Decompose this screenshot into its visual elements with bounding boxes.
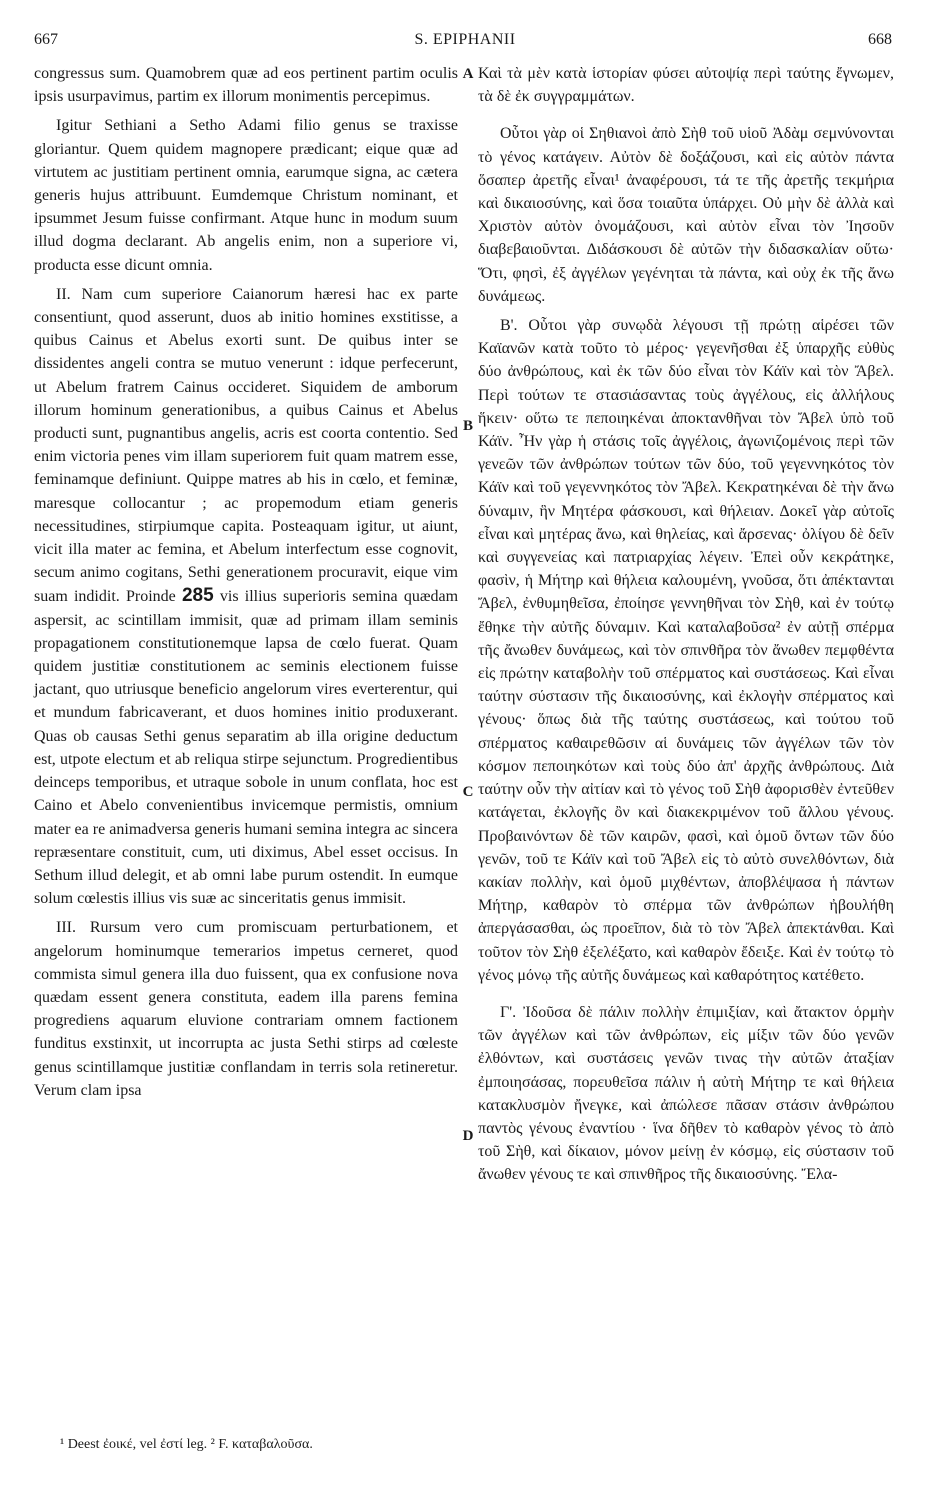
footnotes: ¹ Deest ἐοικέ, vel ἐστί leg. ² F. καταβαλοῦσα. xyxy=(60,1437,313,1452)
page-number-left: 667 xyxy=(34,31,58,48)
running-title: S. EPIPHANII xyxy=(414,31,516,48)
greek-paragraph: Καὶ τὰ μὲν κατὰ ἱστορίαν φύσει αὐτοψίᾳ περὶ ταύτης ἔγνωμεν, τὰ δὲ ἐκ συγγραμμάτων. xyxy=(478,65,894,106)
latin-paragraph: congressus sum. Quamobrem quæ ad eos pertinent partim oculis ipsis usurpavimus, partim ex illorum monimentis percepimus. xyxy=(34,65,458,106)
greek-paragraph: Οὗτοι γὰρ οἱ Σηθιανοὶ ἀπὸ Σὴθ τοῦ υἱοῦ Ἀδὰμ σεμνύνονται τὸ γένος κατάγειν. Αὐτὸν δὲ δοξάζουσι, καὶ εἰς αὐτὸν πάντα ὅσαπερ ἀρετῆς εἶναι¹ ἀναφέρουσι, τά τε τῆς ἀρετῆς τεκμήρια καὶ δικαιοσύνης, καὶ ὅσα τοιαῦτα ὑπάρχει. Οὐ μὴν δὲ ἀλλὰ καὶ Χριστὸν αὐτὸν ὀνομάζουσι, καὶ αὐτὸν εἶναι τὸν Ἰησοῦν διαβεβαιοῦνται. Διδάσκουσι δὲ αὐτῶν τὴν διδασκαλίαν οὕτω· Ὅτι, φησὶ, ἐξ ἀγγέλων γεγένηται τὰ πάντα, καὶ οὐχ ἐκ τῆς ἄνω δυνάμεως. xyxy=(478,125,894,305)
section-marker: D xyxy=(462,1128,474,1144)
section-marker: A xyxy=(462,66,474,82)
latin-paragraph xyxy=(34,283,458,910)
page-number-right: 668 xyxy=(868,31,892,48)
greek-paragraph: Γ'. Ἰδοῦσα δὲ πάλιν πολλὴν ἐπιμιξίαν, καὶ ἄτακτον ὁρμὴν τῶν ἀγγέλων καὶ τῶν ἀνθρώπων, εἰς μίξιν τῶν δύο γενῶν ἐλθόντων, καὶ συστάσεις γενῶν τινας τὴν αὐτῶν ἀταξίαν ἐμποιησάσας, πορευθεῖσα πάλιν ἡ αὐτὴ Μήτηρ τε καὶ θήλεια κατακλυσμὸν ἤνεγκε, καὶ ἀπώλεσε πᾶσαν στάσιν ἀνθρώπου παντὸς γένους ἐναντίου · ἵνα δῆθεν τὸ καθαρὸν γένος τὸ ἀπὸ τοῦ Σὴθ, καὶ δίκαιον, μόνον μείνῃ ἐν κόσμῳ, εἰς σύστασιν τοῦ ἄνωθεν γένους τε καὶ σπινθῆρος τῆς δικαιοσύνης. Ἔλα- xyxy=(478,1003,894,1184)
latin-column xyxy=(34,62,458,1108)
migne-column-number: 285 xyxy=(181,585,214,607)
greek-paragraph: Β'. Οὗτοι γὰρ συνῳδὰ λέγουσι τῇ πρώτῃ αἱρέσει τῶν Καϊανῶν κατὰ τοῦτο τὸ μέρος· γεγενῆσθαι ἐξ ὑπαρχῆς εὐθὺς δύο ἀνθρώπους, καὶ ἐκ τῶν δύο εἶναι τὸν Κάϊν καὶ τὸν Ἄβελ. Περὶ τούτων τε στασιάσαντας τοὺς ἀγγέλους, εἰς ἀλλήλους ἥκειν· οὕτω τε πεποιηκέναι ἀποκτανθῆναι τὸν Ἄβελ ὑπὸ τοῦ Κάϊν. Ἦν γὰρ ἡ στάσις τοῖς ἀγγέλοις, ἀγωνιζομένοις περὶ τῶν γενεῶν τῶν ἀνθρώπων τούτων τῶν δύο, τοῦ γεγεννηκότος τὸν Κάϊν καὶ τοῦ γεγεννηκότος τὸν Ἄβελ. Κεκρατηκέναι δὲ τὴν ἄνω δύναμιν, ἣν Μητέρα φάσκουσι, καὶ θήλειαν. Δοκεῖ γὰρ αὐτοῖς εἶναι καὶ μητέρας ἄνω, καὶ θηλείας, καὶ ἄρσενας· ὀλίγου δὲ δεῖν καὶ συγγενείας καὶ πατριαρχίας λέγειν. Ἐπεὶ οὖν κεκράτηκε, φασὶν, ἡ Μήτηρ καὶ θήλεια καλουμένη, γνοῦσα, ὅτι ἀπέκτανται Ἄβελ, ἐνθυμηθεῖσα, ἐποίησε γεννηθῆναι τὸν Σὴθ, καὶ ἐν τούτῳ ἔθηκε τὴν αὐτῆς δύναμιν. Καὶ καταλαβοῦσα² ἐν αὐτῇ σπέρμα τῆς ἄνωθεν δυνάμεως, καὶ τὸν σπινθῆρα τὸν ἄνωθεν πεμφθέντα εἰς πρώτην καταβολὴν τοῦ σπέρματος καὶ συστάσεως. Καὶ εἶναι ταύτην σύστασιν τῆς δικαιοσύνης, καὶ ἐκλογὴν σπέρματος καὶ γένους· ὅπως διὰ τῆς ταύτης συστάσεως, καὶ τούτου τοῦ σπέρματος καθαιρεθῶσιν αἱ δυνάμεις τῶν ἀγγέλων τῶν τὸν κόσμον πεποιηκότων καὶ τοὺς δύο ἀπ' ἀρχῆς ἀνθρώπους. Διὰ ταύτην οὖν τὴν αἰτίαν καὶ τὸ γένος τοῦ Σὴθ ἀφορισθὲν ἐντεῦθεν κατάγεται, ἐκλογῆς ὂν καὶ διακεκριμένον τοῦ ἄλλου γένους. Προβαινόντων δὲ τῶν καιρῶν, φασὶ, καὶ ὁμοῦ ὄντων τῶν δύο γενῶν, τοῦ τε Κάϊν καὶ τοῦ Ἄβελ εἰς τὸ αὐτὸ συνελθόντων, διὰ κακίαν πολλὴν, καὶ ὁμοῦ μιχθέντων, ἀποβλέψασα ἡ πάντων Μήτηρ, καθαρὸν τὸ σπέρμα τῶν ἀνθρώπων ἠβουλήθη ἀπεργάσασθαι, ὡς προεῖπον, διὰ τὸ τὸν Ἄβελ ἀπεκτάνθαι. Καὶ τοῦτον τὸν Σὴθ ἐξελέξατο, καὶ καθαρὸν ἔδειξε. Καὶ ἐν τούτῳ τὸ γένος μόνῳ τῆς αὐτῆς δυνάμεως καὶ καθαρότητος κατέθετο. xyxy=(478,317,894,984)
latin-paragraph: Igitur Sethiani a Setho Adami filio genus se traxisse gloriantur. Quem quidem magnopere prædicant; eique quæ ad virtutem ac justitiam pertinent omnia, earumque signa, ac cætera generis hujus attribuunt. Eumdemque Christum nominant, et ipsummet Jesum fuisse confirmant. Atque hunc in modum suum illud dogma declarant. Ab angelis enim, non a superiore vi, producta esse dicunt omnia. xyxy=(34,117,458,274)
latin-text: vis illius superioris semina quædam aspersit, ac scintillam immisit, quæ ad primam illam seminis propagationem constitutionemque lapsa de cœlo fuerat. Quam quidem justitiæ constitutionem ac seminis electionem fuisse jactant, quo utriusque beneficio angelorum vires everterentur, qui et mundum fabricaverant, et duos homines initio produxerant. Quas ob causas Sethi genus separatim ab illa origine deductum est, utpote electum et ab reliqua stirpe sejunctum. Progredientibus deinceps temporibus, et utraque sobole in unum conflata, hoc est Caino et Abelo convenientibus invicemque permistis, omnium mater ea re animadversa generis humani semina integra ac sincera repræsentare constituit, cum, uti diximus, Abel esset occisus. In Sethum illud delegit, et ab omni labe purum ostendit. In eumque solum cœlestis illius vis suæ ac sinceritatis genus immisit. xyxy=(34,588,459,908)
latin-paragraph: III. Rursum vero cum promiscuam perturbationem, et angelorum hominumque temerarios impetus cerneret, quod commista simul genera illa duo fuissent, qua ex confusione nova quædam essent genera constituta, eadem illa parens femina progrediens aquarum eluvione contrariam omnem factionem funditus exstinxit, ut incorrupta ac justa Sethi stirps ad cœleste genus scintillamque justitiæ conflandam in terris sola retineretur. Verum clam ipsa xyxy=(34,919,458,1099)
section-marker: B xyxy=(462,418,473,434)
section-marker: C xyxy=(462,784,474,800)
greek-column xyxy=(478,62,894,1193)
latin-text: II. Nam cum superiore Caianorum hæresi hac ex parte consentiunt, quod asserunt, duos ab initio homines exstitisse, a quibus Cainus et Abelus exorti sunt. De quibus inter se dissidentes angeli contra se mutuo venerunt : idque perfecerunt, ut Abelum fratrem Cainus occideret. Siquidem de amborum illorum hominum generationibus, a quibus Cainus et Abelus producti sunt, pugnantibus angelis, acris est coorta contentio. Sed enim victoria penes vim illam superiorem fuit quam matrem esse, feminamque definiunt. Quippe matres ab his in cœlo, et feminæ, maresque collocantur ; ac propemodum etiam generis necessitudines, stirpiumque capita. Posteaquam igitur, ut aiunt, vicit illa mater ac femina, et Abelum interfectum esse cognovit, secum animo cogitans, Sethi generationem procuravit, eique vim suam indidit. Proinde xyxy=(34,285,458,606)
